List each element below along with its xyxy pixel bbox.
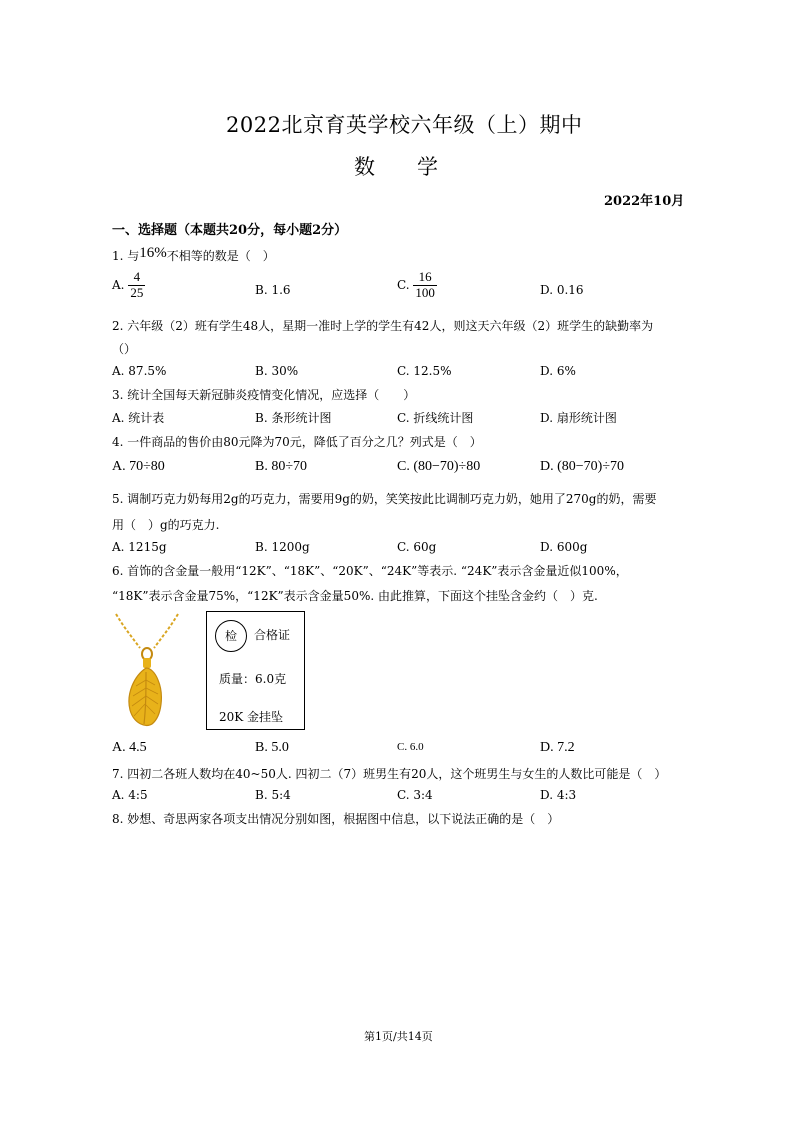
- question-5-stem-line2: 用（ ）g的巧克力.: [112, 518, 220, 532]
- question-2-stem-line1: 2. 六年级（2）班有学生48人，星期一准时上学的学生有42人，则这天六年级（2）班学生的缺勤率为: [112, 319, 654, 333]
- question-3-option-d[interactable]: D. 扇形统计图: [540, 411, 617, 425]
- quality-certificate: [206, 611, 305, 730]
- page-title: 2022北京育英学校六年级（上）期中: [226, 113, 583, 137]
- question-5-option-d[interactable]: D. 600g: [540, 540, 588, 554]
- fraction-denominator: 100: [415, 284, 435, 300]
- question-1-option-a[interactable]: [112, 270, 145, 301]
- option-label: A.: [112, 277, 125, 292]
- question-4-option-b[interactable]: B. 80÷70: [255, 459, 308, 474]
- question-7-stem: 7. 四初二各班人数均在40~50人. 四初二（7）班男生有20人，这个班男生与女生的人数比可能是（ ）: [112, 767, 667, 781]
- question-3-option-b[interactable]: B. 条形统计图: [255, 411, 332, 425]
- fraction: [128, 270, 145, 301]
- question-1-option-d[interactable]: D. 0.16: [540, 283, 584, 297]
- page-number: 第1页/共14页: [364, 1030, 433, 1043]
- question-8-stem: 8. 妙想、奇思两家各项支出情况分别如图，根据图中信息，以下说法正确的是（ ）: [112, 812, 560, 826]
- question-7-option-b[interactable]: B. 5:4: [255, 788, 291, 802]
- question-2-option-d[interactable]: D. 6%: [540, 364, 576, 378]
- certificate-title: 合格证: [254, 628, 291, 642]
- feather-pendant-image: [112, 610, 184, 732]
- question-3-option-c[interactable]: C. 折线统计图: [397, 411, 474, 425]
- question-1-suffix: 不相等的数是（ ）: [166, 249, 275, 263]
- fraction-denominator: 25: [130, 284, 144, 300]
- question-3-stem: 3. 统计全国每天新冠肺炎疫情变化情况，应选择（ ）: [112, 388, 416, 402]
- question-2-stem-line2: （）: [112, 342, 137, 356]
- question-1-option-b[interactable]: B. 1.6: [255, 283, 291, 297]
- question-7-option-c[interactable]: C. 3:4: [397, 788, 433, 802]
- question-4-stem: 4. 一件商品的售价由80元降为70元，降低了百分之几？列式是（ ）: [112, 435, 482, 449]
- exam-date: 2022年10月: [604, 194, 685, 209]
- question-4-option-d[interactable]: D. (80−70)÷70: [540, 459, 625, 474]
- question-3-option-a[interactable]: A. 统计表: [112, 411, 165, 425]
- section-heading: 一、选择题（本题共20分，每小题2分）: [112, 223, 348, 238]
- question-5-option-c[interactable]: C. 60g: [397, 540, 437, 554]
- fraction-numerator: 16: [413, 270, 437, 286]
- question-7-option-d[interactable]: D. 4:3: [540, 788, 577, 802]
- question-5-option-b[interactable]: B. 1200g: [255, 540, 310, 554]
- option-label: C.: [397, 277, 410, 292]
- question-6-option-a[interactable]: A. 4.5: [112, 740, 147, 755]
- question-1-stem: [112, 245, 275, 264]
- question-1-value: 16%: [139, 245, 167, 261]
- question-2-option-a[interactable]: A. 87.5%: [112, 364, 167, 378]
- question-1-prefix: 1. 与: [112, 249, 140, 263]
- question-4-option-a[interactable]: A. 70÷80: [112, 459, 165, 474]
- subject-title: 数 学: [354, 155, 438, 179]
- question-6-option-d[interactable]: D. 7.2: [540, 740, 575, 755]
- inspection-stamp: 检: [215, 620, 247, 652]
- certificate-weight: 质量：6.0克: [219, 672, 287, 686]
- fraction-numerator: 4: [128, 270, 145, 286]
- certificate-item: 20K 金挂坠: [219, 710, 284, 724]
- question-4-option-c[interactable]: C. (80−70)÷80: [397, 459, 481, 474]
- question-1-option-c[interactable]: [397, 270, 437, 301]
- question-2-option-b[interactable]: B. 30%: [255, 364, 299, 378]
- question-6-stem-line2: “18K”表示含金量75%，“12K”表示含金量50%. 由此推算，下面这个挂坠含金约（ ）克.: [112, 589, 598, 603]
- question-5-stem-line1: 5. 调制巧克力奶每用2g的巧克力，需要用9g的奶，笑笑按此比调制巧克力奶，她用了270g的奶，需要: [112, 492, 657, 506]
- question-6-option-c[interactable]: C. 6.0: [397, 741, 424, 753]
- fraction: [413, 270, 437, 301]
- question-5-option-a[interactable]: A. 1215g: [112, 540, 167, 554]
- question-7-option-a[interactable]: A. 4:5: [112, 788, 148, 802]
- question-2-option-c[interactable]: C. 12.5%: [397, 364, 452, 378]
- question-6-stem-line1: 6. 首饰的含金量一般用“12K”、“18K”、“20K”、“24K”等表示. “24K”表示含金量近似100%，: [112, 564, 628, 578]
- question-6-option-b[interactable]: B. 5.0: [255, 740, 289, 755]
